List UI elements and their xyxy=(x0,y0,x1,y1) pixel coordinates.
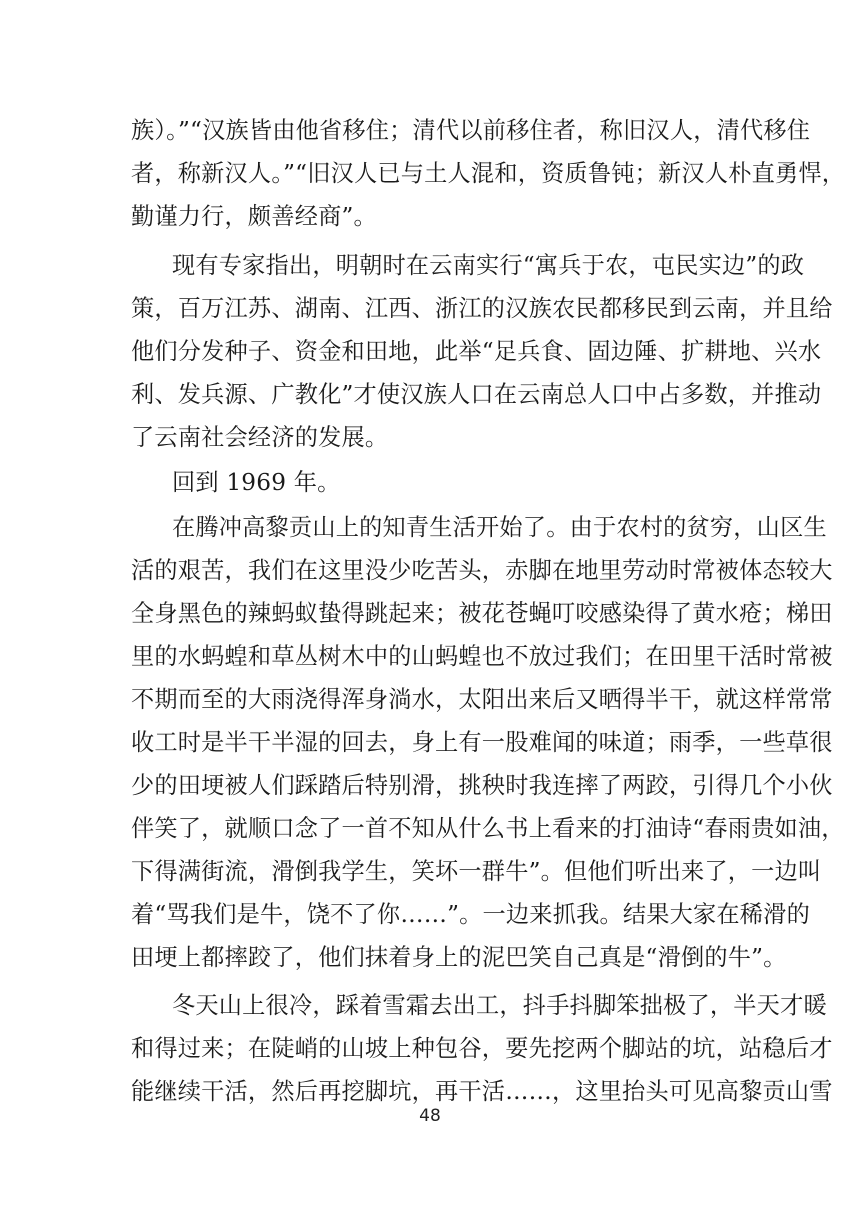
paragraph-first-line: 现有专家指出，明朝时在云南实行“寓兵于农，屯民实边”的政 xyxy=(172,252,805,279)
text-line: 里的水蚂蝗和草丛树木中的山蚂蝗也不放过我们；在田里干活时常被 xyxy=(131,643,833,670)
text-line: 下得满街流，滑倒我学生，笑坏一群牛”。但他们听出来了，一边叫 xyxy=(131,858,822,885)
text-line: 收工时是半干半湿的回去，身上有一股难闻的味道；雨季，一些草很 xyxy=(131,729,833,756)
text-line: 田埂上都摔跤了，他们抹着身上的泥巴笑自己真是“滑倒的牛”。 xyxy=(131,944,787,971)
text-line: 和得过来；在陡峭的山坡上种包谷，要先挖两个脚站的坑，站稳后才 xyxy=(131,1035,833,1062)
text-line: 他们分发种子、资金和田地，此举“足兵食、固边陲、扩耕地、兴水 xyxy=(131,338,822,365)
text-line: 伴笑了，就顺口念了一首不知从什么书上看来的打油诗“春雨贵如油， xyxy=(131,815,845,842)
text-line: 全身黑色的辣蚂蚁蛰得跳起来；被花苍蝇叮咬感染得了黄水疮；梯田 xyxy=(131,600,833,627)
paragraph-first-line: 回到 1969 年。 xyxy=(172,469,341,496)
text-line: 勤谨力行，颇善经商”。 xyxy=(131,203,377,230)
paragraph-first-line: 在腾冲高黎贡山上的知青生活开始了。由于农村的贫穷，山区生 xyxy=(172,514,827,541)
text-line: 不期而至的大雨浇得浑身淌水，太阳出来后又晒得半干，就这样常常 xyxy=(131,686,833,713)
paragraph-first-line: 冬天山上很冷，踩着雪霜去出工，抖手抖脚笨拙极了，半天才暖 xyxy=(172,992,827,1019)
text-line: 少的田埂被人们踩踏后特别滑，挑秧时我连摔了两跤，引得几个小伙 xyxy=(131,772,833,799)
text-line: 者，称新汉人。”“旧汉人已与土人混和，资质鲁钝；新汉人朴直勇悍， xyxy=(131,160,846,187)
text-line: 能继续干活，然后再挖脚坑，再干活……，这里抬头可见高黎贡山雪 xyxy=(131,1078,833,1105)
page-number: 48 xyxy=(419,1106,441,1126)
text-line: 族）。”“汉族皆由他省移住；清代以前移住者，称旧汉人，清代移住 xyxy=(131,117,811,144)
text-line: 着“骂我们是牛，饶不了你……”。一边来抓我。结果大家在稀滑的 xyxy=(131,901,810,928)
text-line: 利、发兵源、广教化”才使汉族人口在云南总人口中占多数，并推动 xyxy=(131,381,822,408)
text-line: 活的艰苦，我们在这里没少吃苦头，赤脚在地里劳动时常被体态较大 xyxy=(131,557,833,584)
text-line: 了云南社会经济的发展。 xyxy=(131,424,389,451)
text-line: 策，百万江苏、湖南、江西、浙江的汉族农民都移民到云南，并且给 xyxy=(131,295,833,322)
